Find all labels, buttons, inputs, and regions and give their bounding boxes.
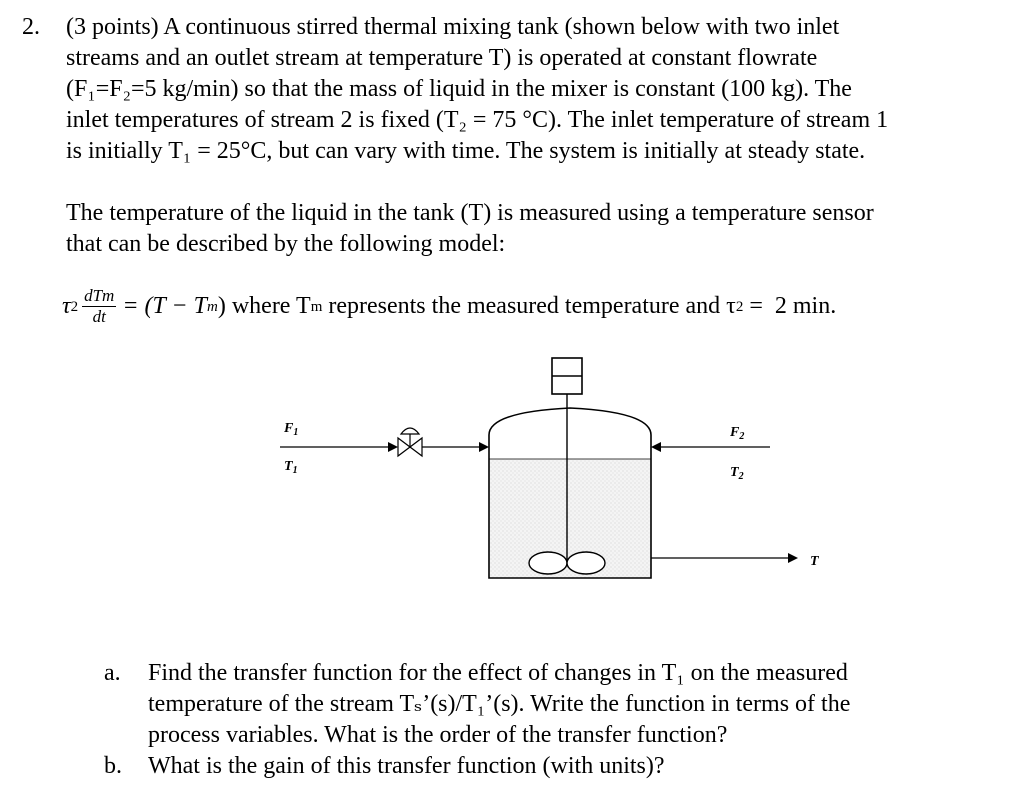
question-list bbox=[104, 658, 850, 782]
eq-text: where T bbox=[225, 293, 311, 319]
eq-text-rest: represents the measured temperature and τ bbox=[322, 293, 736, 319]
question-line: temperature of the stream Tₛ’(s)/T₁’(s). Write the function in terms of the bbox=[148, 691, 851, 717]
question-label: a. bbox=[104, 660, 121, 686]
problem-line: is initially T₁ = 25°C, but can vary with time. The system is initially at steady state. bbox=[66, 138, 866, 164]
problem-line: inlet temperatures of stream 2 is fixed (T₂ = 75 °C). The inlet temperature of stream 1 bbox=[66, 107, 889, 133]
eq-derivative bbox=[82, 286, 116, 327]
eq-rhs-close: ) bbox=[217, 293, 226, 319]
question-line: What is the gain of this transfer function (with units)? bbox=[148, 753, 665, 779]
problem-line: (3 points) A continuous stirred thermal mixing tank (shown below with two inlet bbox=[66, 14, 840, 40]
question-b bbox=[104, 751, 850, 782]
problem-text bbox=[66, 12, 1007, 167]
question-label: b. bbox=[104, 753, 122, 779]
sensor-description bbox=[66, 198, 874, 260]
sensor-equation: τ 2 $\frac{\text{dTm}}{dt}$ = (T − T m ) where T m represents the measured temperature and τ 2 = 2 min. bbox=[62, 286, 837, 326]
problem-number: 2. bbox=[22, 14, 40, 40]
question-line: Find the transfer function for the effect of changes in T₁ on the measured bbox=[148, 660, 848, 686]
eq-tail: = 2 min. bbox=[743, 293, 837, 319]
impeller-right bbox=[567, 552, 605, 574]
eq-rhs: = (T − T bbox=[122, 293, 207, 319]
label-F2: $F_2$ bbox=[730, 425, 745, 442]
eq-frac-numerator: dTm bbox=[84, 286, 115, 305]
question-a bbox=[104, 658, 850, 751]
label-T1: $T_1$ bbox=[284, 459, 298, 476]
problem-statement bbox=[22, 12, 1007, 167]
problem-line: (F₁=F₂=5 kg/min) so that the mass of liquid in the mixer is constant (100 kg). The bbox=[66, 76, 852, 102]
label-T2: $T_2$ bbox=[730, 465, 744, 482]
control-valve bbox=[398, 428, 422, 456]
eq-tau: τ bbox=[62, 293, 71, 319]
question-line: process variables. What is the order of the transfer function? bbox=[148, 722, 728, 748]
sensor-line: The temperature of the liquid in the tank (T) is measured using a temperature sensor bbox=[66, 200, 874, 226]
eq-frac-denominator: dt bbox=[92, 307, 106, 326]
sensor-line: that can be described by the following model: bbox=[66, 231, 506, 257]
label-T-outlet: T bbox=[810, 554, 819, 569]
label-F1: $F_1$ bbox=[284, 421, 299, 438]
mixing-tank-diagram bbox=[250, 350, 830, 600]
problem-line: streams and an outlet stream at temperature T) is operated at constant flowrate bbox=[66, 45, 818, 71]
impeller-left bbox=[529, 552, 567, 574]
